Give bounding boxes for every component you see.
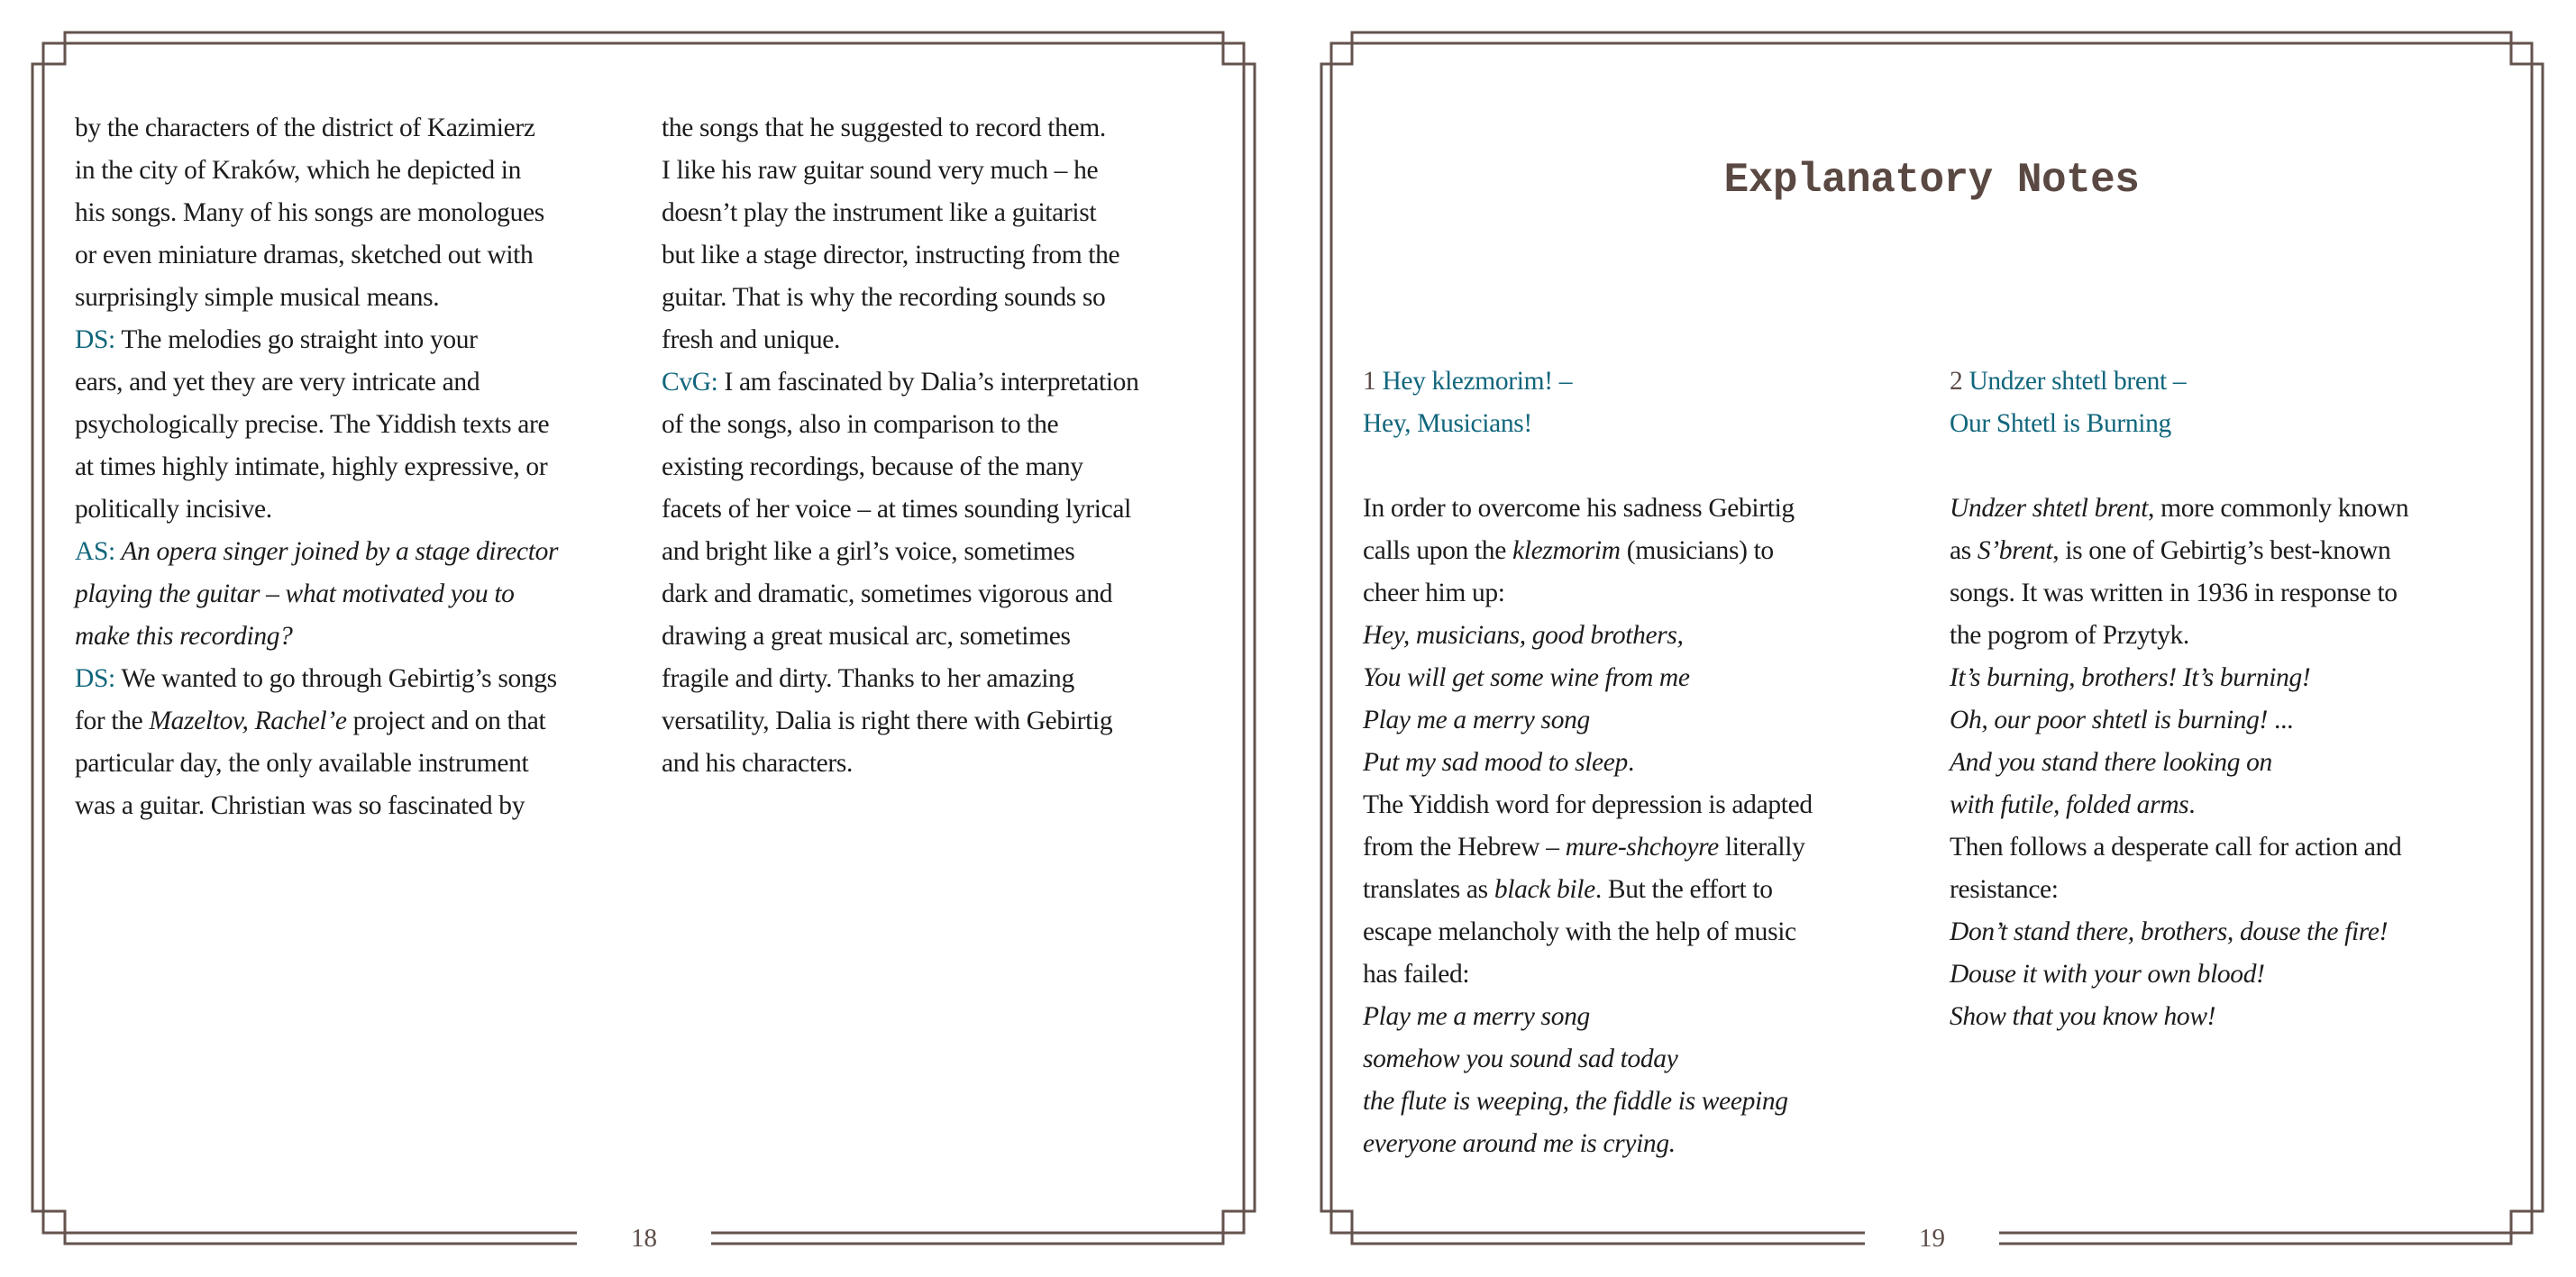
text-line [1950,742,2408,784]
text-run: . [1627,748,1634,777]
text-line [75,277,558,319]
text-line [1363,742,1813,784]
text-run: drawing a great musical arc, sometimes [662,622,1071,651]
text-line [662,150,1138,192]
text-run: the pogrom of Przytyk. [1950,621,2189,650]
text-line [75,616,558,658]
text-line [1363,488,1813,530]
text-line [662,361,1138,404]
text-line [662,446,1138,488]
italic-text: Put my sad mood to sleep [1363,748,1628,777]
text-line [1363,572,1813,615]
text-run: We wanted to go through Gebirtig’s songs [114,664,557,693]
text-run: but like a stage director, instructing from the [662,241,1120,269]
text-line [75,319,558,361]
text-line [662,107,1138,150]
text-run: surprisingly simple musical means. [75,283,440,312]
page-title: Explanatory Notes [1723,157,2140,204]
italic-text: somehow you sound sad today [1363,1044,1678,1073]
text-line [75,192,558,234]
note-1-number: 1 [1363,367,1376,396]
text-run: and his characters. [662,749,854,778]
text-line [1363,953,1813,996]
text-line [662,573,1138,616]
text-line [1950,911,2408,953]
text-line [662,531,1138,573]
text-line [1363,615,1813,657]
text-run: was a guitar. Christian was so fascinated by [75,791,525,820]
italic-text: You will get some wine from me [1363,663,1690,692]
page-number-right: 19 [1919,1224,1945,1253]
text-line [1363,869,1813,911]
text-line [1950,953,2408,996]
text-line [1363,1081,1813,1123]
text-line [1950,615,2408,657]
text-line [1363,996,1813,1038]
italic-text: Show that you know how! [1950,1002,2216,1031]
text-run: I am fascinated by Dalia’s interpretation [717,368,1139,397]
speaker-label: CvG: [662,368,718,397]
italic-text: the flute is weeping, the fiddle is weeping [1363,1087,1788,1116]
text-line [75,531,558,573]
italic-text: make this recording? [75,622,293,651]
text-run: versatility, Dalia is right there with Gebirtig [662,707,1113,735]
text-run: Then follows a desperate call for action and [1950,833,2402,862]
text-line [662,277,1138,319]
text-line [1950,699,2408,742]
text-run: fragile and dirty. Thanks to her amazing [662,664,1074,693]
note-2-heading [1950,360,2408,403]
text-line [1950,530,2408,572]
text-line [1363,911,1813,953]
note-1 [1363,360,1813,1165]
page-number-left: 18 [631,1224,657,1253]
text-run: dark and dramatic, sometimes vigorous and [662,579,1113,608]
italic-text: Oh, our poor shtetl is burning! [1950,706,2269,734]
text-run: cheer him up: [1363,579,1505,607]
note-1-heading [1363,360,1813,403]
text-line [1950,657,2408,699]
text-run: ears, and yet they are very intricate and [75,368,480,397]
text-line [75,446,558,488]
text-run: escape melancholy with the help of music [1363,917,1796,946]
italic-text: mure-shchoyre [1565,833,1719,862]
italic-text: everyone around me is crying. [1363,1129,1676,1158]
text-run: songs. It was written in 1936 in response to [1950,579,2398,607]
text-line [75,658,558,700]
text-line [1950,869,2408,911]
text-run: or even miniature dramas, sketched out with [75,241,534,269]
spacer [1363,445,1813,488]
text-run: existing recordings, because of the many [662,452,1083,481]
italic-text: Don’t stand there, brothers, douse the fire! [1950,917,2389,946]
left-page-column-1 [75,107,558,827]
italic-text: S’brent [1977,536,2053,565]
text-run: has failed: [1363,960,1470,989]
text-run: politically incisive. [75,495,272,524]
note-1-body [1363,488,1813,1165]
text-line [75,700,558,743]
text-run: calls upon the [1363,536,1512,565]
text-run: his songs. Many of his songs are monologues [75,198,544,227]
text-run: literally [1718,833,1805,862]
text-run: as [1950,536,1978,565]
text-line [1363,784,1813,826]
text-line [662,488,1138,531]
note-2-title: Undzer shtetl brent – [1969,367,2187,396]
text-line [1950,572,2408,615]
text-run: for the [75,707,150,735]
text-line [1363,826,1813,869]
text-run: at times highly intimate, highly expressive, or [75,452,548,481]
text-line [662,192,1138,234]
text-run: facets of her voice – at times sounding lyrical [662,495,1131,524]
text-line [662,616,1138,658]
left-page-column-2 [662,107,1138,785]
text-run: In order to overcome his sadness Gebirtig [1363,494,1795,523]
italic-text: It’s burning, brothers! It’s burning! [1950,663,2311,692]
text-line [75,488,558,531]
text-run: in the city of Kraków, which he depicted in [75,156,522,185]
text-run: ... [2268,706,2294,734]
speaker-label: DS: [75,664,115,693]
text-line [75,743,558,785]
text-line [75,234,558,277]
text-run: . [2188,790,2196,819]
text-run: the songs that he suggested to record them. [662,114,1106,142]
note-1-title: Hey klezmorim! – [1382,367,1573,396]
speaker-label: AS: [75,537,115,566]
text-run: translates as [1363,875,1494,904]
text-line [662,319,1138,361]
text-run: psychologically precise. The Yiddish texts are [75,410,550,439]
note-2-number: 2 [1950,367,1963,396]
text-line [1950,826,2408,869]
speaker-label: DS: [75,325,115,354]
note-2-body [1950,488,2408,1038]
text-run: by the characters of the district of Kazimierz [75,114,535,142]
italic-text: black bile [1494,875,1595,904]
text-line [1363,699,1813,742]
text-line [662,404,1138,446]
text-run: guitar. That is why the recording sounds so [662,283,1106,312]
italic-text: Play me a merry song [1363,1002,1590,1031]
text-run: doesn’t play the instrument like a guitarist [662,198,1097,227]
text-run: resistance: [1950,875,2059,904]
text-run: and bright like a girl’s voice, sometimes [662,537,1075,566]
text-line [75,573,558,616]
italic-text: Douse it with your own blood! [1950,960,2265,989]
italic-text: playing the guitar – what motivated you to [75,579,515,608]
text-run: of the songs, also in comparison to the [662,410,1059,439]
text-line [75,150,558,192]
text-run: project and on that [346,707,546,735]
text-line [1363,1038,1813,1081]
text-line [75,785,558,827]
italic-text: Undzer shtetl brent [1950,494,2149,523]
text-run: , more commonly known [2148,494,2409,523]
text-run: The Yiddish word for depression is adapted [1363,790,1813,819]
text-line [662,658,1138,700]
italic-text: Mazeltov, Rachel’e [149,707,347,735]
text-line [662,700,1138,743]
italic-text: Play me a merry song [1363,706,1590,734]
italic-text: klezmorim [1512,536,1621,565]
text-line [75,361,558,404]
italic-text: with futile, folded arms [1950,790,2189,819]
spacer [1950,445,2408,488]
text-line [1363,657,1813,699]
text-line [1950,996,2408,1038]
text-run: , is one of Gebirtig’s best-known [2052,536,2391,565]
text-run: I like his raw guitar sound very much – he [662,156,1099,185]
text-run: from the Hebrew – [1363,833,1566,862]
text-line [1950,488,2408,530]
text-line [662,743,1138,785]
text-line [1363,1123,1813,1165]
text-line [1950,784,2408,826]
italic-text: An opera singer joined by a stage director [114,537,559,566]
text-run: The melodies go straight into your [114,325,478,354]
note-1-subtitle: Hey, Musicians! [1363,409,1532,438]
italic-text: And you stand there looking on [1950,748,2272,777]
text-run: . But the effort to [1594,875,1773,904]
text-run: (musicians) to [1620,536,1774,565]
note-2-subtitle: Our Shtetl is Burning [1950,409,2171,438]
text-run: particular day, the only available instrument [75,749,529,778]
text-line [75,107,558,150]
text-line [75,404,558,446]
italic-text: Hey, musicians, good brothers, [1363,621,1684,650]
text-line [662,234,1138,277]
text-run: fresh and unique. [662,325,841,354]
text-line [1363,530,1813,572]
note-2 [1950,360,2408,1038]
